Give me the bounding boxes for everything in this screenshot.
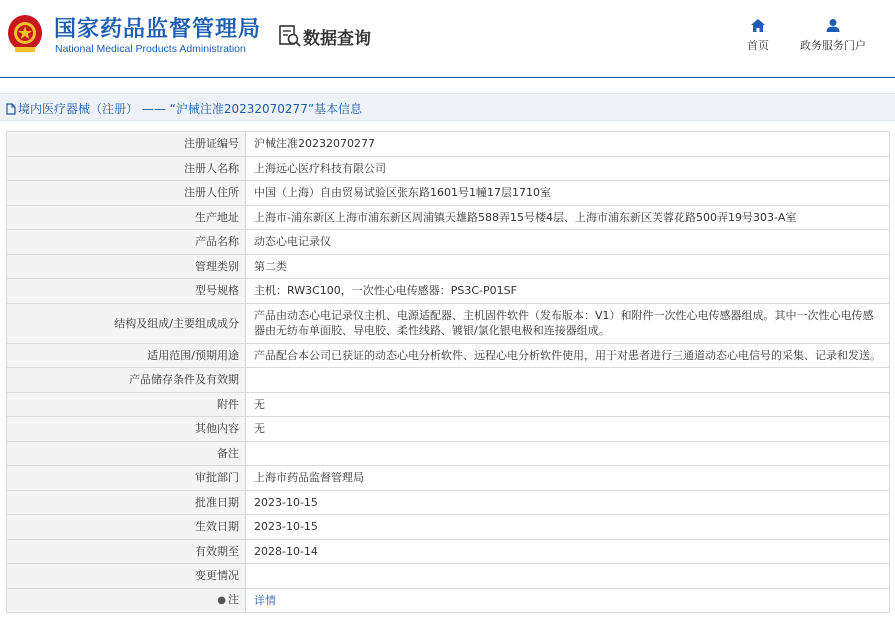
table-row xyxy=(7,205,890,230)
site-header xyxy=(0,0,895,78)
document-icon xyxy=(6,103,16,115)
table-row xyxy=(7,490,890,515)
field-label: 管理类别 xyxy=(7,254,246,279)
note-label: 注 xyxy=(228,593,239,607)
field-value: 2023-10-15 xyxy=(246,515,890,540)
table-row xyxy=(7,564,890,589)
field-label: 注册人名称 xyxy=(7,156,246,181)
field-label: 产品储存条件及有效期 xyxy=(7,368,246,393)
field-value: 上海市药品监督管理局 xyxy=(246,466,890,491)
field-label: 审批部门 xyxy=(7,466,246,491)
table-row xyxy=(7,132,890,157)
table-row xyxy=(7,539,890,564)
table-row xyxy=(7,303,890,343)
table-row xyxy=(7,254,890,279)
field-label: 变更情况 xyxy=(7,564,246,589)
table-row xyxy=(7,441,890,466)
field-label: 注册证编号 xyxy=(7,132,246,157)
field-label: 结构及组成/主要组成成分 xyxy=(7,303,246,343)
breadcrumb xyxy=(6,100,362,117)
table-row xyxy=(7,181,890,206)
table-row xyxy=(7,230,890,255)
field-label: 注册人住所 xyxy=(7,181,246,206)
field-value xyxy=(246,368,890,393)
field-label: 型号规格 xyxy=(7,279,246,304)
field-value: 动态心电记录仪 xyxy=(246,230,890,255)
table-row-note xyxy=(7,588,890,613)
table-row xyxy=(7,392,890,417)
field-value: 上海市-浦东新区上海市浦东新区周浦镇天雄路588弄15号楼4层、上海市浦东新区芙蓉花路500弄19号303-A室 xyxy=(246,205,890,230)
brand-name-cn[interactable]: 国家药品监督管理局 xyxy=(54,17,262,42)
field-value: 无 xyxy=(246,417,890,442)
field-label: 生效日期 xyxy=(7,515,246,540)
field-value: 2028-10-14 xyxy=(246,539,890,564)
field-label: 产品名称 xyxy=(7,230,246,255)
breadcrumb-text: 境内医疗器械（注册） —— “沪械注准20232070277”基本信息 xyxy=(18,102,363,116)
field-label: 有效期至 xyxy=(7,539,246,564)
home-icon xyxy=(750,18,766,33)
field-label: 批准日期 xyxy=(7,490,246,515)
map-pin-icon: ● xyxy=(217,595,226,607)
field-label: 其他内容 xyxy=(7,417,246,442)
field-value: 产品配合本公司已获证的动态心电分析软件、远程心电分析软件使用，用于对患者进行三通道动态心电信号的采集、记录和发送。 xyxy=(246,343,890,368)
breadcrumb-bar xyxy=(0,93,895,121)
nav-gov-label: 政务服务门户 xyxy=(800,39,866,52)
nav-gov-portal[interactable] xyxy=(796,18,870,53)
registration-info-table xyxy=(6,131,890,613)
field-label-note xyxy=(7,588,246,613)
field-label: 生产地址 xyxy=(7,205,246,230)
field-value: 中国（上海）自由贸易试验区张东路1601号1幢17层1710室 xyxy=(246,181,890,206)
user-icon xyxy=(825,18,841,33)
field-value: 主机：RW3C100，一次性心电传感器：PS3C-P01SF xyxy=(246,279,890,304)
field-value: 上海远心医疗科技有限公司 xyxy=(246,156,890,181)
brand-name-en[interactable]: National Medical Products Administration xyxy=(55,43,246,55)
field-label: 备注 xyxy=(7,441,246,466)
field-value xyxy=(246,441,890,466)
nav-home[interactable] xyxy=(738,18,778,53)
field-value: 第二类 xyxy=(246,254,890,279)
field-value: 沪械注准20232070277 xyxy=(246,132,890,157)
field-label: 适用范围/预期用途 xyxy=(7,343,246,368)
field-value xyxy=(246,564,890,589)
section-title: 数据查询 xyxy=(303,29,371,49)
field-value-note xyxy=(246,588,890,613)
field-label: 附件 xyxy=(7,392,246,417)
nav-home-label: 首页 xyxy=(747,39,769,52)
table-row xyxy=(7,515,890,540)
search-doc-icon xyxy=(278,24,302,48)
table-row xyxy=(7,343,890,368)
table-row xyxy=(7,279,890,304)
field-value: 2023-10-15 xyxy=(246,490,890,515)
details-link[interactable]: 详情 xyxy=(254,593,276,607)
table-row xyxy=(7,466,890,491)
table-row xyxy=(7,417,890,442)
field-value: 无 xyxy=(246,392,890,417)
table-row xyxy=(7,368,890,393)
field-value: 产品由动态心电记录仪主机、电源适配器、主机固件软件（发布版本：V1）和附件一次性心电传感器组成。其中一次性心电传感器由无纺布单面胶、导电胶、柔性线路、镀银/氯化银电极和连接器组成。 xyxy=(246,303,890,343)
emblem-logo-icon xyxy=(6,9,44,54)
table-row xyxy=(7,156,890,181)
